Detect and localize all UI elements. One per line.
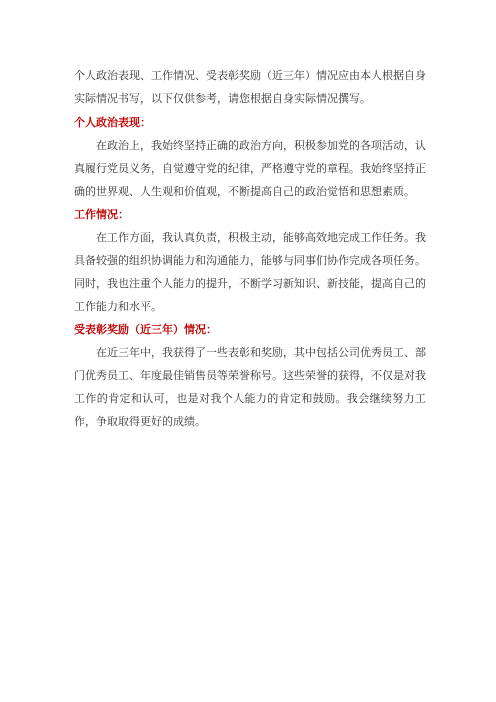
section-heading-work: 工作情况： [74,208,129,221]
section-body-work: 在工作方面，我认真负责，积极主动，能够高效地完成工作任务。我具备较强的组织协调能力和沟通能力，能够与同事们协作完成各项任务。同时，我也注重个人能力的提升，不断学习新知识、新技能，提高自己的工作能力和水平。 [74,231,426,313]
section-heading-awards: 受表彰奖励（近三年）情况： [74,323,217,336]
section-body-awards: 在近三年中，我获得了一些表彰和奖励，其中包括公司优秀员工、部门优秀员工、年度最佳销售员等荣誉称号。这些荣誉的获得，不仅是对我工作的肯定和认可，也是对我个人能力的肯定和鼓励。我会继续努力工作，争取取得更好的成绩。 [74,346,426,428]
document-page [74,64,426,433]
section-heading-political: 个人政治表现： [74,116,151,129]
intro-paragraph: 个人政治表现、工作情况、受表彰奖励（近三年）情况应由本人根据自身实际情况书写，以下仅供参考，请您根据自身实际情况撰写。 [74,69,426,105]
section-body-political: 在政治上，我始终坚持正确的政治方向，积极参加党的各项活动，认真履行党员义务，自觉遵守党的纪律，严格遵守党的章程。我始终坚持正确的世界观、人生观和价值观，不断提高自己的政治觉悟和思想素质。 [74,139,426,198]
